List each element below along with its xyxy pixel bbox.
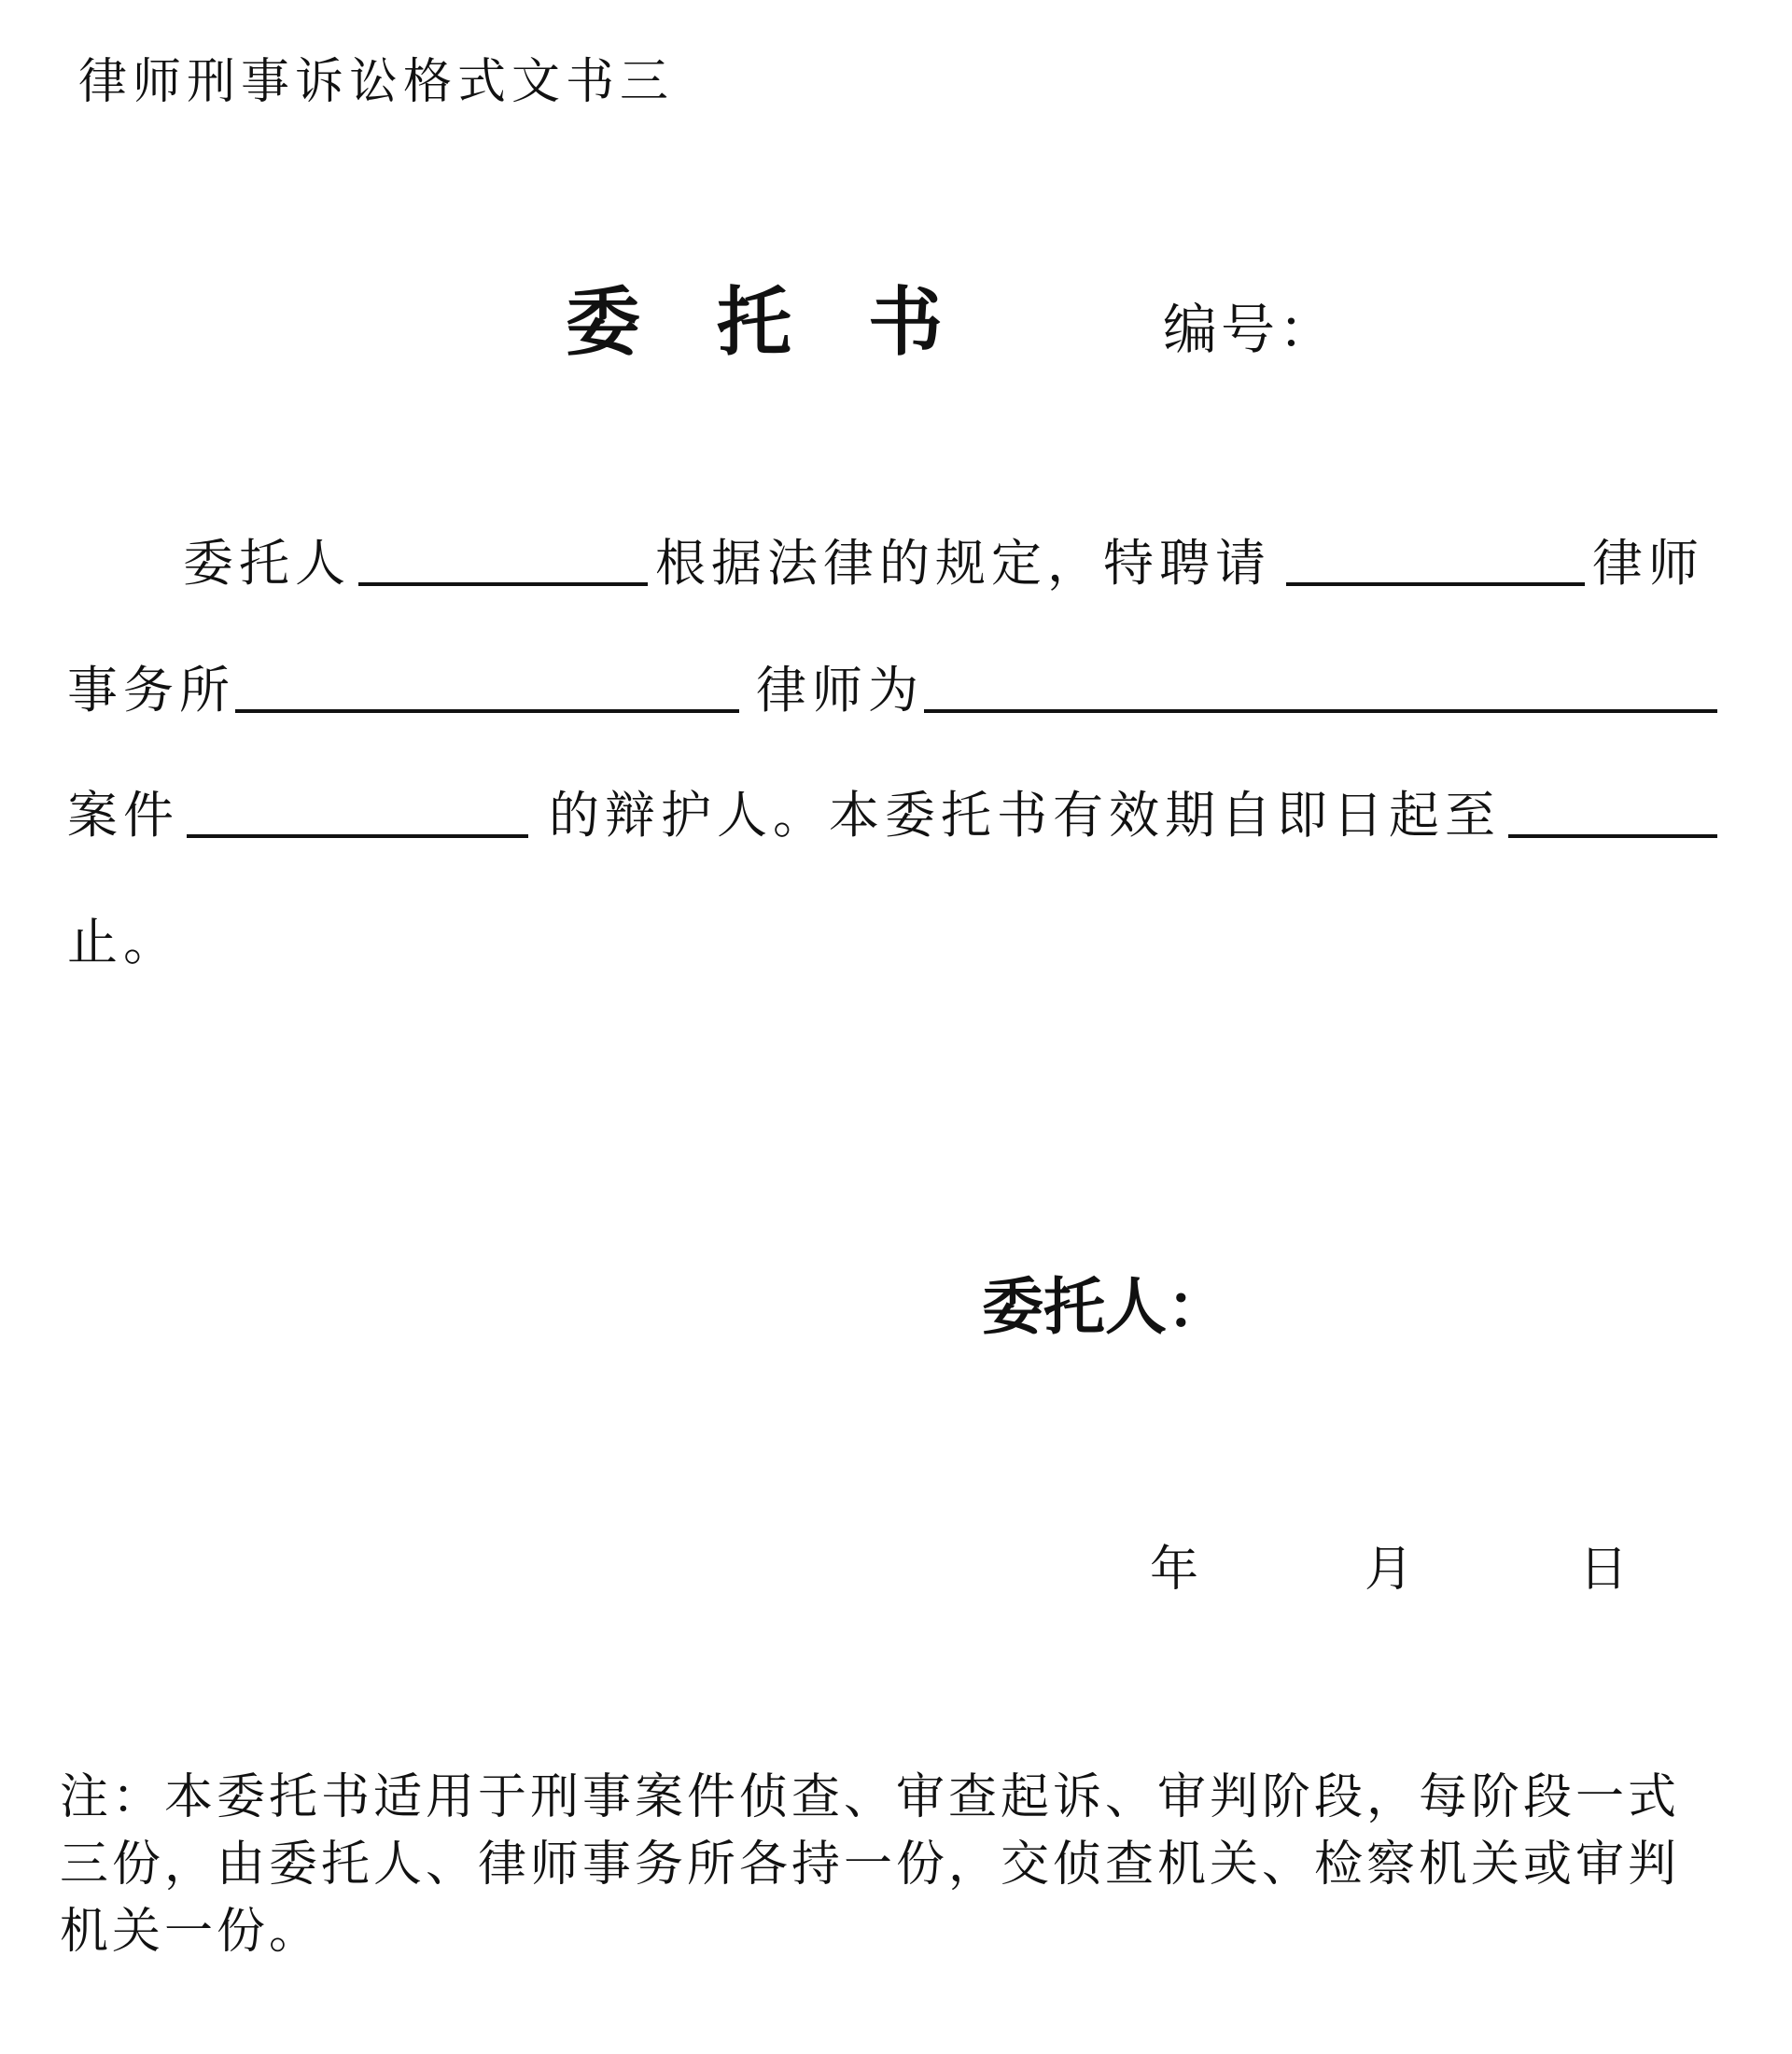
party-name-blank[interactable]: [924, 663, 1717, 713]
date-day-label: 日: [1579, 1542, 1629, 1598]
law-firm-label: 事务所: [67, 661, 235, 720]
date-month-label: 月: [1365, 1542, 1414, 1598]
title-char-3: 书: [868, 278, 943, 366]
body-line-1: [67, 523, 1717, 594]
body-line-4: [67, 901, 441, 972]
validity-clause-text: 的辩护人。本委托书有效期自即日起至: [549, 786, 1501, 845]
body-line-2: [67, 650, 1717, 720]
law-firm-name-blank[interactable]: [1286, 536, 1585, 586]
principal-label: 委托人: [183, 534, 351, 593]
principal-name-blank[interactable]: [358, 536, 648, 586]
case-label: 案件: [67, 786, 179, 845]
validity-end-blank[interactable]: [1508, 788, 1717, 838]
title-char-1: 委: [566, 278, 640, 366]
document-title: [566, 280, 943, 364]
hire-clause-text: 根据法律的规定，特聘请: [655, 534, 1271, 593]
lawyer-name-blank[interactable]: [235, 663, 739, 713]
document-series-label: 律师刑事诉讼格式文书三: [78, 54, 675, 110]
body-line-3: [67, 775, 1717, 845]
date-year-label: 年: [1150, 1542, 1199, 1598]
serial-number-label: 编号：: [1163, 298, 1337, 361]
lawyer-word-text: 律师: [1592, 534, 1704, 593]
case-name-blank[interactable]: [187, 788, 528, 838]
title-char-2: 托: [717, 278, 791, 366]
end-clause-text: 止。: [67, 913, 179, 971]
lawyer-as-text: 律师为: [756, 661, 924, 720]
usage-note: 注：本委托书适用于刑事案件侦查、审查起诉、审判阶段，每阶段一式三份，由委托人、律师事务所各持一份，交侦查机关、检察机关或审判机关一份。: [60, 1769, 1681, 1960]
principal-signature-label: 委托人：: [982, 1270, 1228, 1343]
